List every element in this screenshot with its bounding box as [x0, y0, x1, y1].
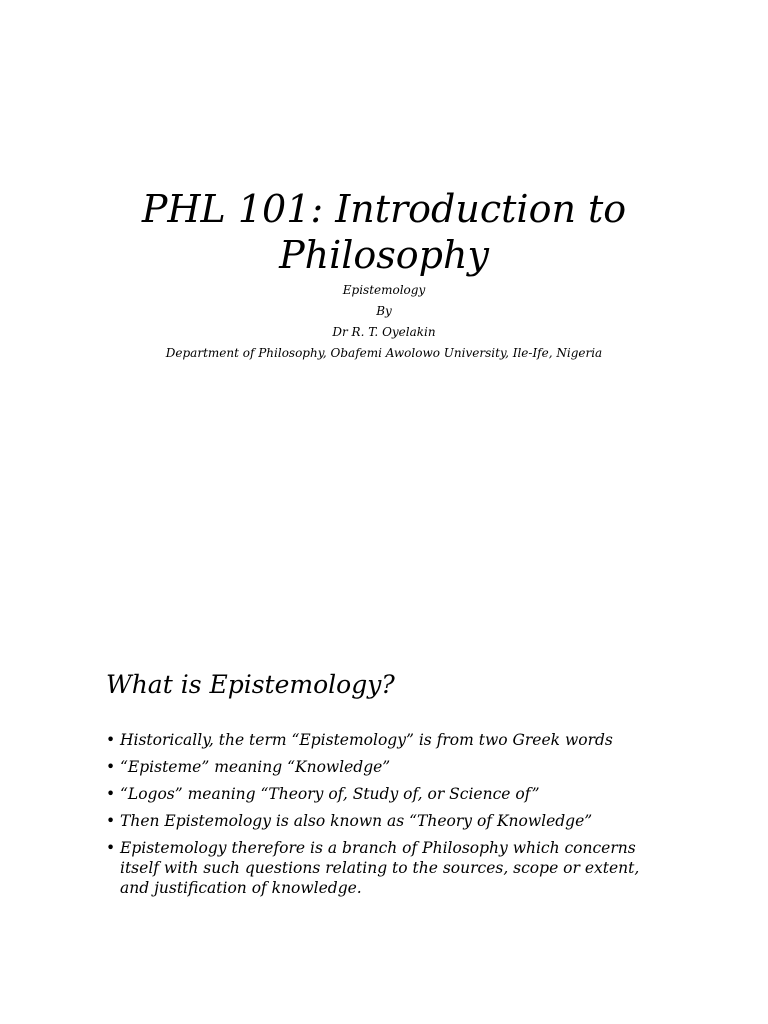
- title-line-1: PHL 101: Introduction to: [141, 187, 627, 231]
- list-item: [106, 730, 666, 750]
- title-line-2: Philosophy: [279, 233, 489, 277]
- list-item: [106, 811, 666, 831]
- bullet-text: Epistemology therefore is a branch of Philosophy which concerns itself with such questions relating to the sources, scope or extent, and justification of knowledge.: [120, 839, 640, 897]
- bullet-text: Historically, the term “Epistemology” is from two Greek words: [120, 731, 613, 749]
- bullet-icon: •: [106, 785, 116, 803]
- subtitle-author: Dr R. T. Oyelakin: [332, 325, 436, 339]
- bullet-text: Then Epistemology is also known as “Theory of Knowledge”: [120, 812, 593, 830]
- bullet-icon: •: [106, 758, 116, 776]
- bullet-text: “Episteme” meaning “Knowledge”: [120, 758, 391, 776]
- list-item: [106, 784, 666, 804]
- list-item: [106, 838, 666, 898]
- bullet-icon: •: [106, 731, 116, 749]
- content-slide: [0, 512, 768, 1024]
- slide-heading: What is Epistemology?: [106, 670, 395, 699]
- bullet-list: [106, 730, 666, 905]
- list-item: [106, 757, 666, 777]
- bullet-icon: •: [106, 839, 116, 857]
- bullet-icon: •: [106, 812, 116, 830]
- bullet-text: “Logos” meaning “Theory of, Study of, or Science of”: [120, 785, 540, 803]
- subtitle-affiliation: Department of Philosophy, Obafemi Awolowo University, Ile-Ife, Nigeria: [165, 346, 603, 360]
- subtitle-topic: Epistemology: [342, 283, 426, 297]
- slide-title: [0, 186, 768, 278]
- slide-subtitle: [0, 280, 768, 364]
- subtitle-by: By: [376, 304, 392, 318]
